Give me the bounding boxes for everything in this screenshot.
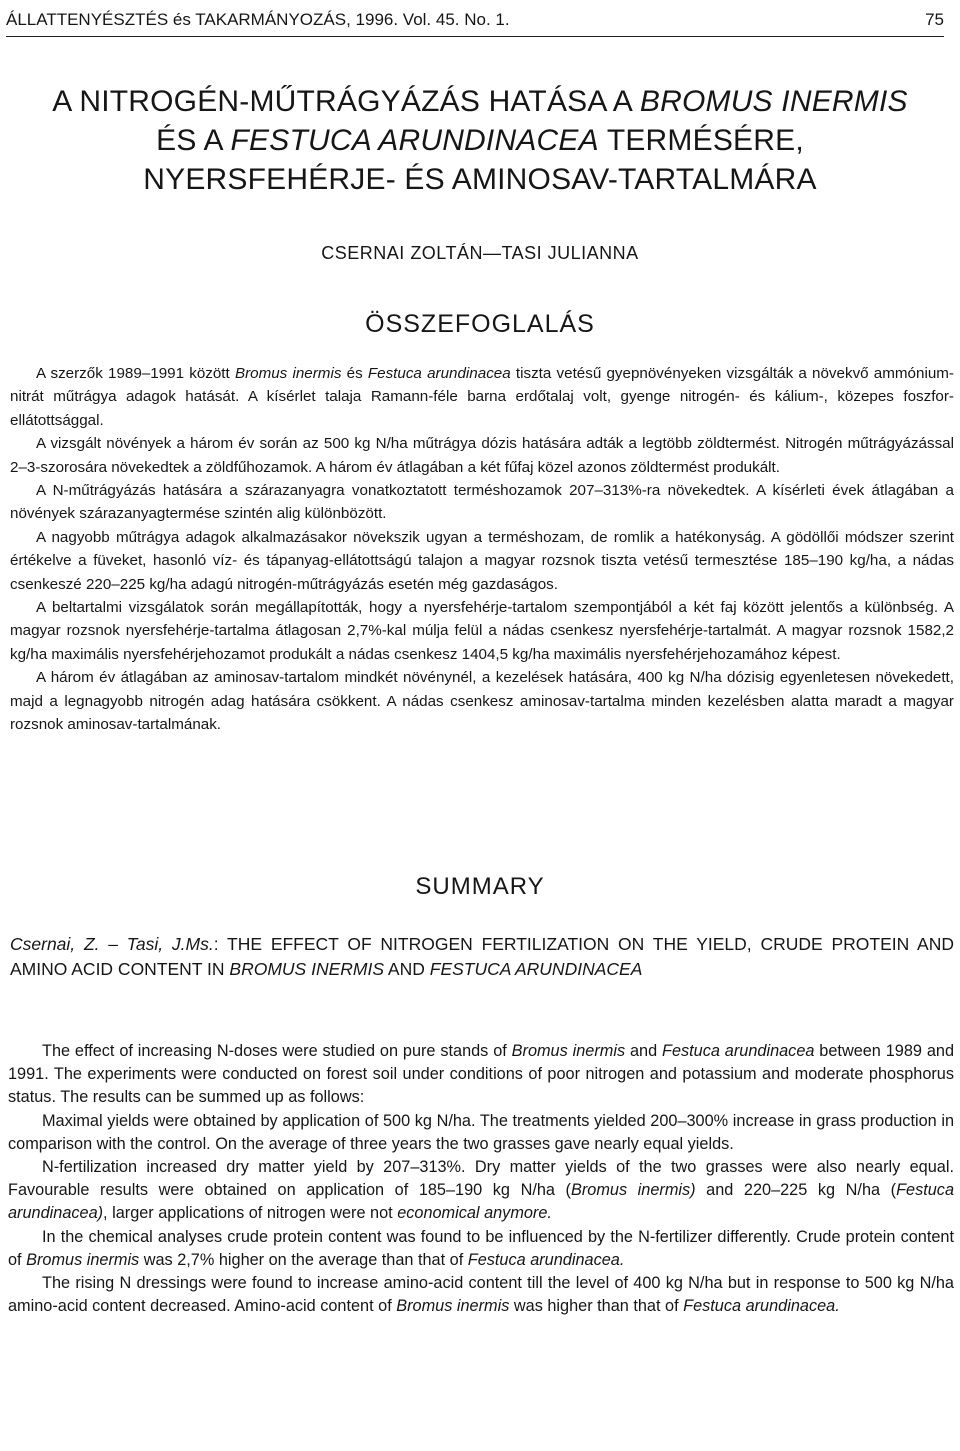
abstract-paragraph: A beltartalmi vizsgálatok során megállapították, hogy a nyersfehérje-tartalom szempontjából a két faj között jelentős a különbség. A magyar rozsnok nyersfehérje-tartalma átlagosan 2,7%-kal múlja felül a nádas csenkesz nyersfehérje-tartalmát. A magyar rozsnok 1582,2 kg/ha maximális nyersfehérjehozamot produkált a nádas csenkesz 1404,5 kg/ha maximális nyersfehérjehozamához képest. [10, 599, 954, 663]
title-line-2 [0, 121, 960, 160]
english-summary [8, 1040, 954, 1318]
summary-paragraph [8, 1226, 954, 1272]
english-citation [10, 932, 954, 982]
title-species-name: BROMUS INERMIS [639, 85, 908, 118]
species-name: Festuca arundinacea [367, 365, 511, 382]
summary-paragraph [8, 1040, 954, 1110]
abstract-paragraph: A vizsgált növények a három év során az 500 kg N/ha műtrágya dózis hatására adták a legtöbb zöldtermést. Nitrogén műtrágyázással 2–3-szorosára növekedtek a zöldfűhozamok. A három év átlagában a két fűfaj közel azonos zöldtermést produkált. [10, 435, 954, 476]
citation-authors: Csernai, Z. – Tasi, J.Ms. [10, 934, 214, 954]
paragraph-text: The rising N dressings were found to increase amino-acid content till the level of 400 kg N/ha but in response to 500 kg N/ha amino-acid content decreased. Amino-acid content of [8, 1274, 954, 1316]
species-name: FESTUCA ARUNDINACEA [429, 959, 643, 979]
abstract-paragraph: A N-műtrágyázás hatására a szárazanyagra vonatkoztatott terméshozamok 207–313%-ra növekedtek. A kísérleti évek átlagában a növények szárazanyagtermése szintén alig különbözött. [10, 482, 954, 523]
author-line: CSERNAI ZOLTÁN—TASI JULIANNA [321, 243, 639, 263]
abstract-paragraph [10, 362, 954, 432]
running-header [6, 4, 944, 37]
paragraph-text: was 2,7% higher on the average than that of [139, 1250, 468, 1269]
paragraph-text: In the chemical analyses crude protein content was found to be influenced by the N-fertilizer differently. Crude protein content of [8, 1227, 954, 1269]
page-number: 75 [925, 10, 944, 29]
paragraph-text: , larger applications of nitrogen were not [103, 1204, 398, 1223]
species-name: Festuca arundinacea) [8, 1181, 954, 1223]
paragraph-text: N-fertilization increased dry matter yield by 207–313%. Dry matter yields of the two grasses were also nearly equal. Favourable results were obtained on application of 185–190 kg N/ha ( [8, 1158, 954, 1200]
species-name: Bromus inermis [511, 1042, 626, 1060]
summary-paragraph: Maximal yields were obtained by application of 500 kg N/ha. The treatments yielded 200–300% increase in grass production in comparison with the control. On the average of three years the two grasses gave nearly equal yields. [8, 1111, 954, 1153]
summary-paragraph [8, 1272, 954, 1318]
species-name: Bromus inermis) [570, 1181, 696, 1200]
citation-title: AND [384, 959, 430, 979]
abstract-paragraph: A három év átlagában az aminosav-tartalom mindkét növénynél, a kezelések hatására, 400 kg N/ha dózisig egyenletesen növekedett, majd a legnagyobb nitrogén adag hatására csökkent. A nádas csenkesz aminosav-tartalma minden kezelésben alatta maradt a magyar rozsnok aminosav-tartalmának. [10, 669, 954, 734]
species-name: BROMUS INERMIS [229, 959, 385, 979]
abstract-paragraph: A nagyobb műtrágya adagok alkalmazásakor növekszik ugyan a terméshozam, de romlik a hatékonyság. A gödöllői módszer szerint értékelve a füveket, hasonló víz- és tápanyag-ellátottságú talajon a magyar rozsnok tiszta vetésű termesztése 185–190 kg/ha, a nádas csenkeszé 220–225 kg/ha adagú nitrogén-műtrágyázás esetén még gazdaságos. [10, 528, 954, 593]
emphasis-text: economical anymore. [397, 1204, 552, 1223]
title-species-name: FESTUCA ARUNDINACEA [230, 124, 599, 157]
paragraph-text: was higher than that of [509, 1297, 684, 1316]
species-name: Festuca arundinacea [662, 1042, 815, 1060]
paragraph-text: and 220–225 kg N/ha ( [695, 1181, 897, 1200]
title-line-1 [0, 82, 960, 121]
journal-citation: ÁLLATTENYÉSZTÉS és TAKARMÁNYOZÁS, 1996. Vol. 45. No. 1. [6, 10, 510, 29]
species-name: Bromus inermis [234, 365, 342, 382]
citation-title: : THE EFFECT OF NITROGEN FERTILIZATION ON THE YIELD, CRUDE PROTEIN AND AMINO ACID CONTENT IN [10, 934, 955, 979]
citation-line [10, 932, 954, 982]
summary-paragraph [8, 1156, 954, 1226]
species-name: Bromus inermis [396, 1297, 510, 1316]
summary-heading: SUMMARY [415, 873, 545, 900]
paragraph-text: és [341, 365, 368, 382]
title-text: ÉS A [156, 124, 231, 157]
species-name: Bromus inermis [26, 1250, 140, 1269]
title-line-3: NYERSFEHÉRJE- ÉS AMINOSAV-TARTALMÁRA [143, 163, 817, 196]
title-text: A NITROGÉN-MŰTRÁGYÁZÁS HATÁSA A [52, 85, 640, 118]
article-title [0, 82, 960, 199]
species-name: Festuca arundinacea. [467, 1250, 625, 1269]
title-text: TERMÉSÉRE, [598, 124, 804, 157]
hungarian-abstract-heading: ÖSSZEFOGLALÁS [365, 310, 595, 338]
paragraph-text: tiszta vetésű gyepnövényeken vizsgálták a növekvő ammónium-nitrát műtrágya adagok hatását. A kísérlet talaja Ramann-féle barna erdőtalaj volt, gyenge nitrogén- és kálium-, közepes foszfor-ellátottsággal. [10, 365, 954, 429]
paragraph-text: The effect of increasing N-doses were studied on pure stands of [42, 1042, 512, 1060]
species-name: Festuca arundinacea. [683, 1297, 840, 1316]
paragraph-text: A szerzők 1989–1991 között [36, 365, 235, 382]
paragraph-text: and [625, 1042, 663, 1060]
hungarian-abstract [10, 362, 954, 737]
paragraph-text: between 1989 and 1991. The experiments were conducted on forest soil under conditions of poor nitrogen and potassium and moderate phosphorus status. The results can be summed up as follows: [8, 1042, 954, 1107]
